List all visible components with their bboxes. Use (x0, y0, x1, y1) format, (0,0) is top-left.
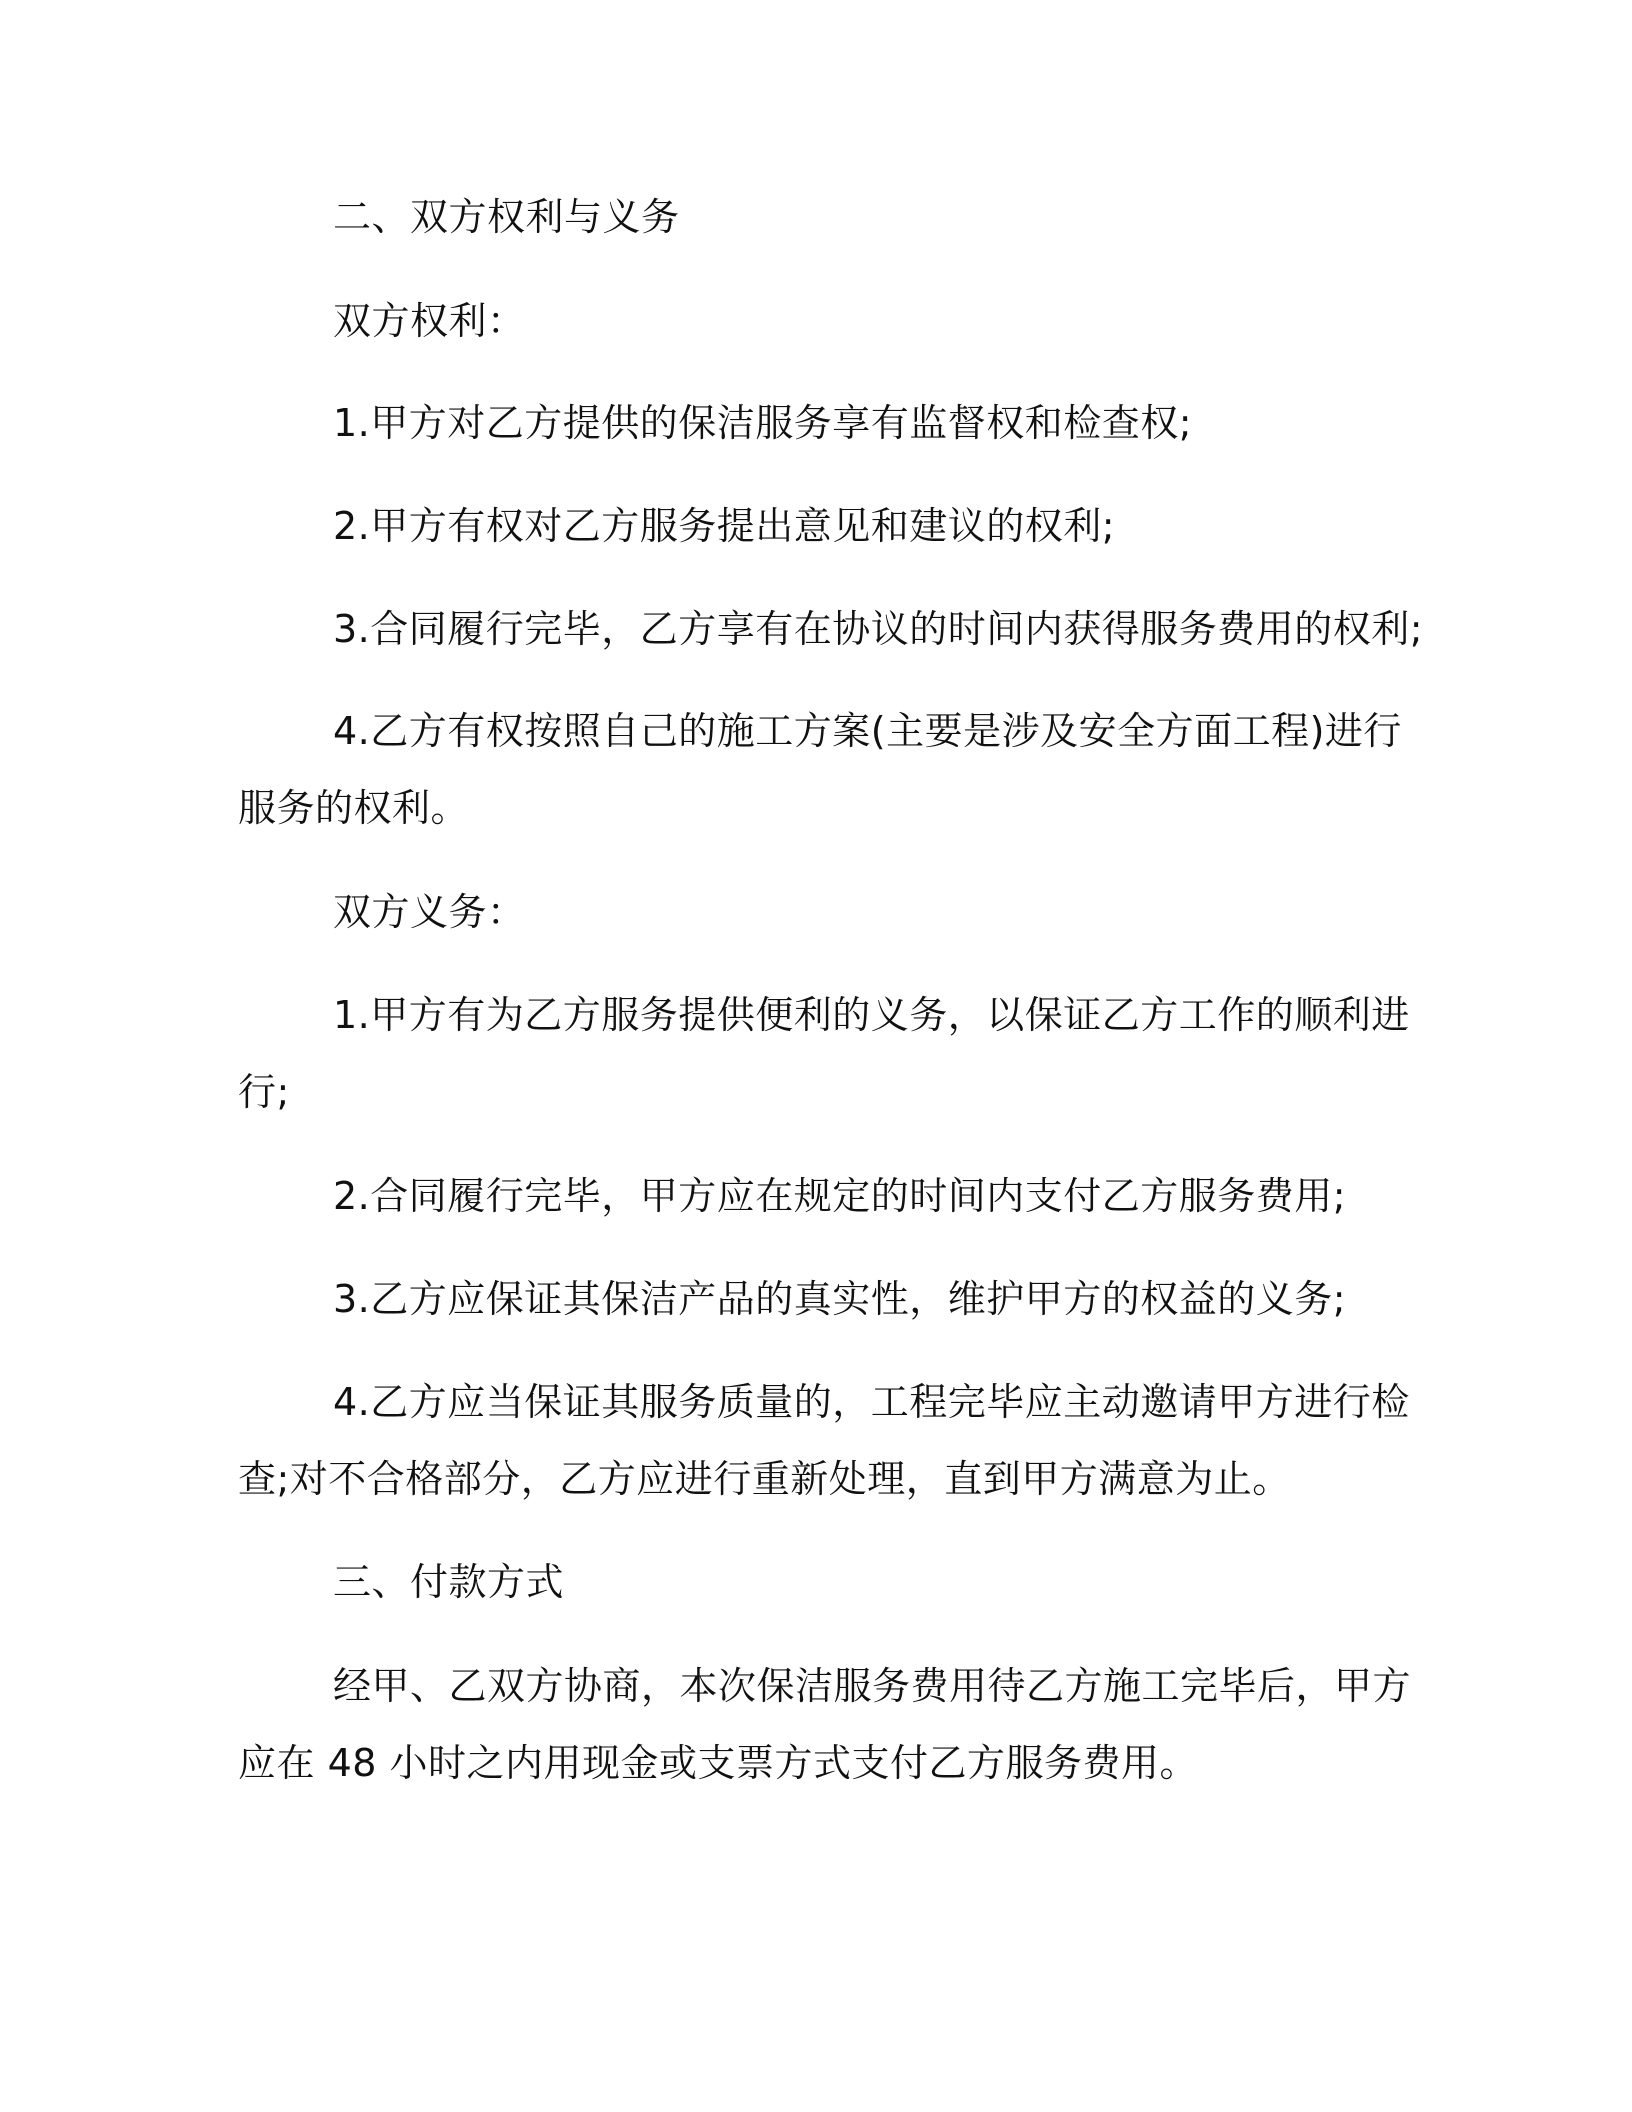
section2-heading: 二、双方权利与义务 (333, 195, 680, 239)
payment-paragraph-line-2: 应在 48 小时之内用现金或支票方式支付乙方服务费用。 (238, 1741, 1199, 1785)
obligations-item-2: 2.合同履行完毕，甲方应在规定的时间内支付乙方服务费用; (333, 1174, 1347, 1218)
rights-item-4-line-1: 4.乙方有权按照自己的施工方案(主要是涉及安全方面工程)进行 (333, 709, 1402, 753)
rights-item-3: 3.合同履行完毕，乙方享有在协议的时间内获得服务费用的权利; (333, 607, 1424, 651)
rights-heading: 双方权利： (333, 299, 526, 343)
section3-heading: 三、付款方式 (333, 1560, 565, 1604)
obligations-item-1-line-1: 1.甲方有为乙方服务提供便利的义务，以保证乙方工作的顺利进 (333, 993, 1410, 1037)
obligations-heading: 双方义务： (333, 890, 526, 934)
obligations-item-1-line-2: 行; (238, 1070, 290, 1114)
obligations-item-4-line-1: 4.乙方应当保证其服务质量的，工程完毕应主动邀请甲方进行检 (333, 1380, 1410, 1424)
payment-paragraph-line-1: 经甲、乙双方协商，本次保洁服务费用待乙方施工完毕后，甲方 (333, 1664, 1412, 1708)
rights-item-4-line-2: 服务的权利。 (238, 786, 470, 830)
obligations-item-3: 3.乙方应保证其保洁产品的真实性，维护甲方的权益的义务; (333, 1277, 1347, 1321)
obligations-item-4-line-2: 查;对不合格部分，乙方应进行重新处理，直到甲方满意为止。 (238, 1457, 1291, 1501)
rights-item-1: 1.甲方对乙方提供的保洁服务享有监督权和检查权; (333, 401, 1193, 445)
rights-item-2: 2.甲方有权对乙方服务提出意见和建议的权利; (333, 504, 1116, 548)
